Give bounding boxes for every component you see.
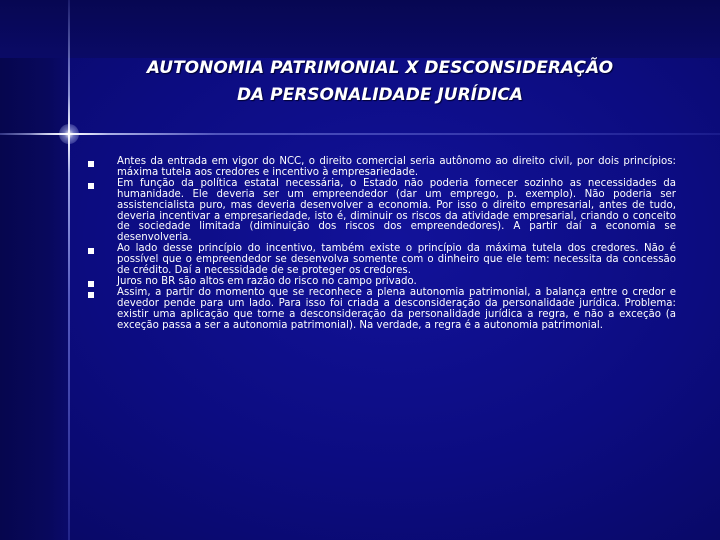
bullet-item (86, 157, 676, 179)
square-bullet-icon (88, 281, 94, 287)
slide-title-line-2: DA PERSONALIDADE JURÍDICA (236, 85, 524, 105)
horizontal-line-decoration (0, 133, 720, 135)
square-bullet-icon (88, 183, 94, 189)
bullet-text: Assim, a partir do momento que se reconhece a plena autonomia patrimonial, a balança entre o credor e devedor pende para um lado. Para isso foi criada a desconsideração da personalidade jurídica. Problema: existir uma aplicação que torne a desconsideração da personalidade jurídica a regra, e não a exceção (a exceção passa a ser a autonomia patrimonial). Na verdade, a regra é a autonomia patrimonial. (117, 286, 676, 331)
bullet-text: Em função da política estatal necessária, o Estado não poderia fornecer sozinho as necessidades da humanidade. Ele deveria ser um empreendedor (dar um emprego, p. exemplo). Não poderia ser assistencialista puro, mas deveria desenvolver a economia. Por isso o direito empresarial, antes de tudo, deveria incentivar a empresariedade, isto é, diminuir os riscos da atividade empresarial, criando o conceito de sociedade limitada (diminuição dos riscos dos empreendedores). A partir daí a economia se desenvolveria. (117, 177, 676, 244)
vertical-line-decoration (68, 0, 70, 540)
bullet-item (86, 288, 676, 332)
star-flare-horizontal-ray (30, 133, 108, 135)
bullet-text: Ao lado desse princípio do incentivo, também existe o princípio da máxima tutela dos credores. Não é possível que o empreendedor se desenvolva somente com o dinheiro que ele tem: necessita da concessão de crédito. Daí a necessidade de se proteger os credores. (117, 243, 676, 277)
slide-title (80, 55, 680, 109)
bullet-text: Juros no BR são altos em razão do risco no campo privado. (117, 275, 417, 287)
top-band-decoration (0, 0, 720, 58)
bullet-item (86, 244, 676, 277)
left-band-decoration (0, 0, 68, 540)
square-bullet-icon (88, 248, 94, 254)
square-bullet-icon (88, 161, 94, 167)
bullet-item (86, 179, 676, 244)
square-bullet-icon (88, 292, 94, 298)
bullet-text: Antes da entrada em vigor do NCC, o direito comercial seria autônomo ao direito civil, por dois princípios: máxima tutela aos credores e incentivo à empresariedade. (117, 156, 676, 178)
bullet-list (86, 157, 676, 332)
slide-title-line-1: AUTONOMIA PATRIMONIAL X DESCONSIDERAÇÃO (146, 58, 614, 78)
